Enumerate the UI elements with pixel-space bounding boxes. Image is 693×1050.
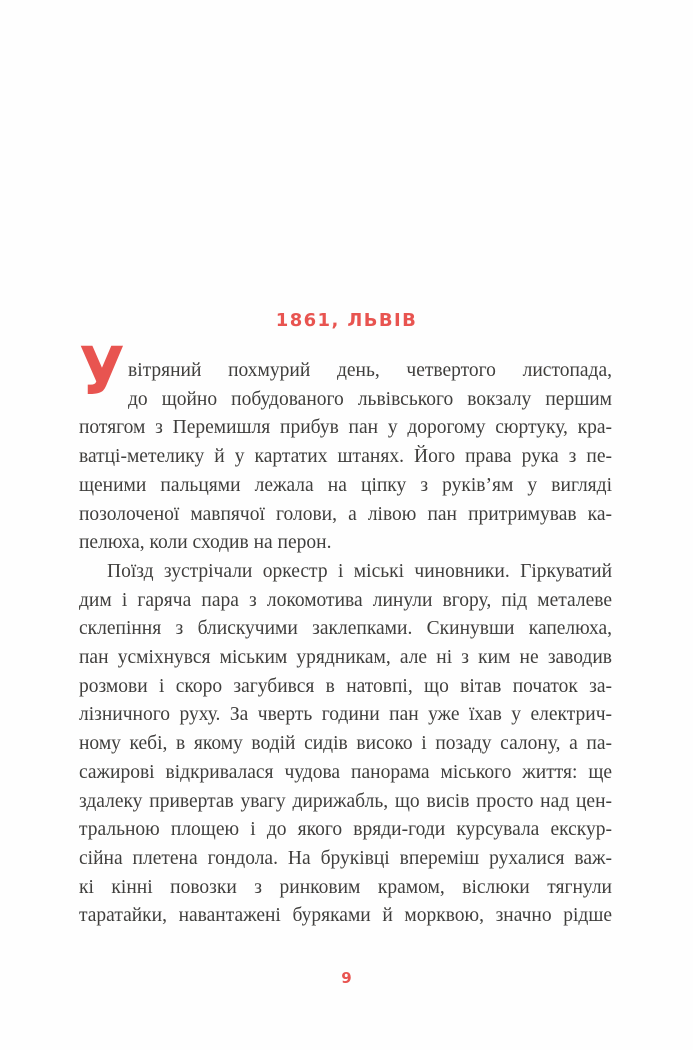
text-line: розмови і скоро загубився в натовпі, що вітав початок за-: [79, 675, 612, 697]
text-line: сійна плетена гондола. На бруківці впереміш рухалися важ-: [79, 847, 612, 869]
text-line: здалеку привертав увагу дирижабль, що висів просто над цен-: [79, 790, 612, 812]
paragraph-2: [79, 558, 612, 931]
page-number: 9: [341, 969, 352, 987]
text-line: лізничного руху. За чверть години пан уже їхав у електрич-: [79, 704, 612, 726]
text-line: пан усміхнувся міським урядникам, але ні з ким не заводив: [79, 647, 612, 669]
dropcap-lines: [79, 333, 612, 414]
text-line: позолоченої мавпячої голови, а лівою пан притримував ка-: [79, 503, 612, 525]
text-line: дим і гаряча пара з локомотива линули вгору, під металеве: [79, 589, 612, 611]
text-line: пелюха, коли сходив на перон.: [79, 532, 332, 554]
chapter-heading: 1861, ЛЬВІВ: [275, 310, 418, 331]
text-line: ному кебі, в якому водій сидів високо і позаду салону, а па-: [79, 733, 612, 755]
text-line: щеними пальцями лежала на ціпку з руків’ям у вигляді: [79, 474, 612, 496]
text-line: сажирові відкривалася чудова панорама міського життя: ще: [79, 761, 612, 783]
text-line: потягом з Перемишля прибув пан у дорогому сюртуку, кра-: [79, 417, 612, 439]
text-line: ватці-метелику й у картатих штанях. Його права рука з пе-: [79, 446, 612, 468]
text-line: кі кінні повозки з ринковим крамом, віслюки тягнули: [79, 876, 612, 898]
dropcap-letter: У: [79, 333, 125, 410]
text-line: до щойно побудованого львівського вокзалу першим: [128, 388, 612, 410]
text-line: склепіння з блискучими заклепками. Скинувши капелюха,: [79, 618, 612, 640]
text-line: таратайки, навантажені буряками й морквою, значно рідше: [79, 905, 612, 927]
text-line: вітряний похмурий день, четвертого листопада,: [128, 360, 612, 381]
text-block: [79, 333, 612, 931]
text-line: Поїзд зустрічали оркестр і міські чиновники. Гіркуватий: [107, 560, 612, 582]
text-line: тральною площею і до якого вряди-годи курсувала екскур-: [79, 819, 612, 841]
paragraph-1: [79, 333, 612, 558]
